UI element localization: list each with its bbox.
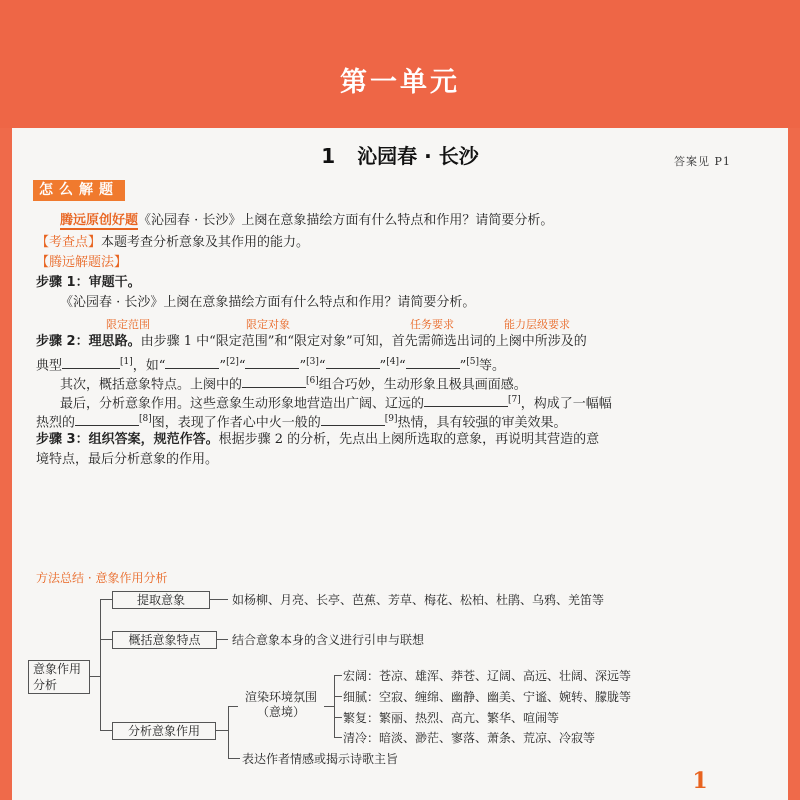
step3-line2: 境特点，最后分析意象的作用。 <box>36 452 219 467</box>
blank-3[interactable] <box>245 356 299 369</box>
mark-1: [1] <box>120 357 133 367</box>
text-typical: 典型 <box>36 358 63 374</box>
tree-node-extract-text: 如杨柳、月亮、长亭、芭蕉、芳草、梅花、松柏、杜鹃、乌鸦、羌笛等 <box>232 593 605 607</box>
tree-line <box>334 737 342 738</box>
blank-9[interactable] <box>321 413 385 426</box>
tree-leaf-delicate: 细腻：空寂、缠绵、幽静、幽美、宁谧、婉转、朦胧等 <box>343 690 632 704</box>
blank-8[interactable] <box>75 413 139 426</box>
step2-line5 <box>36 410 567 432</box>
step3-text1: 根据步骤 2 的分析，先点出上阕所选取的意象，再说明其营造的意 <box>218 432 600 447</box>
tree-line <box>214 730 228 731</box>
tree-line <box>334 675 342 676</box>
tree-leaf-rich: 繁复：繁丽、热烈、高亢、繁华、喧闹等 <box>343 711 560 725</box>
blank-7[interactable] <box>424 394 508 407</box>
step1-text: 《沁园春 · 长沙》上阕在意象描绘方面有什么特点和作用？请简要分析。 <box>60 295 476 310</box>
quote: ” <box>299 358 307 374</box>
step1-label: 步骤 1：审题干。 <box>36 275 141 290</box>
mark-8: [8] <box>139 414 152 424</box>
kaochadian-line <box>36 234 309 252</box>
mark-3: [3] <box>306 357 319 367</box>
tree-sub-emotion: 表达作者情感或揭示诗歌主旨 <box>242 752 399 766</box>
text-ru: ，如“ <box>132 358 166 374</box>
answer-reference: 答案见 P1 <box>674 155 731 168</box>
text-line4a: 最后，分析意象作用。这些意象生动形象地营造出广阔、辽远的 <box>60 396 425 412</box>
section-tag: 怎么解题 <box>33 180 125 201</box>
question-text: 《沁园春 · 长沙》上阕在意象描绘方面有什么特点和作用？请简要分析。 <box>138 213 554 228</box>
text-line3a: 其次，概括意象特点。上阕中的 <box>60 377 243 393</box>
tree-root: 意象作用分析 <box>28 660 90 694</box>
text-line5c: 热情，具有较强的审美效果。 <box>397 415 567 431</box>
question-line <box>60 212 553 230</box>
blank-4[interactable] <box>326 356 380 369</box>
tree-leaf-grand: 宏阔：苍凉、雄浑、莽苍、辽阔、高远、壮阔、深远等 <box>343 669 632 683</box>
tree-sub-atmosphere: 渲染环境氛围（意境） <box>244 690 317 719</box>
tree-line <box>100 599 101 730</box>
blank-6[interactable] <box>242 375 306 388</box>
kaochadian-text: 本题考查分析意象及其作用的能力。 <box>101 235 310 250</box>
tree-line <box>100 599 112 600</box>
step2-label: 步骤 2：理思路。 <box>36 334 141 349</box>
step3-label: 步骤 3：组织答案，规范作答。 <box>36 432 219 447</box>
mark-5: [5] <box>466 357 480 367</box>
mark-7: [7] <box>508 395 521 405</box>
question-label: 腾远原创好题 <box>60 213 139 228</box>
text-deng: 等。 <box>479 358 506 374</box>
step3-line1 <box>36 431 599 449</box>
tree-node-summarize: 概括意象特点 <box>112 631 217 649</box>
mark-2: [2] <box>226 357 239 367</box>
quote: “ <box>318 358 326 374</box>
page-number: 1 <box>692 768 708 794</box>
quote: ” <box>379 358 387 374</box>
annotation-task: 任务要求 <box>410 318 454 331</box>
tree-line <box>100 730 112 731</box>
tree-line <box>334 675 335 737</box>
tree-line <box>334 717 342 718</box>
tree-line <box>228 758 240 759</box>
tree-line <box>228 706 229 758</box>
tree-node-extract: 提取意象 <box>112 591 210 609</box>
lesson-name: 沁园春 · 长沙 <box>357 144 479 168</box>
blank-2[interactable] <box>165 356 219 369</box>
tree-node-analyze: 分析意象作用 <box>112 722 216 740</box>
method-label: 【腾远解题法】 <box>36 255 128 270</box>
mark-4: [4] <box>386 357 399 367</box>
mark-6: [6] <box>306 376 319 386</box>
annotation-scope: 限定范围 <box>106 318 150 331</box>
unit-title: 第一单元 <box>340 67 460 98</box>
tree-line <box>324 706 334 707</box>
mark-9: [9] <box>384 414 398 424</box>
tree-node-summarize-text: 结合意象本身的含义进行引申与联想 <box>232 633 425 647</box>
text-line3b: 组合巧妙，生动形象且极具画面感。 <box>318 377 527 393</box>
blank-1[interactable] <box>62 356 120 369</box>
kaochadian-label: 【考查点】 <box>36 235 102 250</box>
quote: “ <box>398 358 406 374</box>
blank-5[interactable] <box>406 356 460 369</box>
method-summary-title: 方法总结 · 意象作用分析 <box>36 571 168 585</box>
tree-line <box>228 706 238 707</box>
tree-line <box>208 599 228 600</box>
step2-text1: 由步骤 1 中“限定范围”和“限定对象”可知，首先需筛选出词的上阕中所涉及的 <box>140 334 587 349</box>
text-line4b: ，构成了一幅幅 <box>520 396 612 412</box>
tree-line <box>334 696 342 697</box>
quote: “ <box>238 358 246 374</box>
annotation-ability: 能力层级要求 <box>504 318 570 331</box>
quote: ” <box>219 358 227 374</box>
lesson-number: 1 <box>321 144 336 168</box>
tree-leaf-cold: 清冷：暗淡、渺茫、寥落、萧条、荒凉、冷寂等 <box>343 731 596 745</box>
text-line5b: 图，表现了作者心中火一般的 <box>151 415 321 431</box>
annotation-object: 限定对象 <box>246 318 290 331</box>
quote: ” <box>459 358 467 374</box>
tree-line <box>100 639 112 640</box>
step2-line1 <box>36 333 587 351</box>
text-line5a: 热烈的 <box>36 415 76 431</box>
